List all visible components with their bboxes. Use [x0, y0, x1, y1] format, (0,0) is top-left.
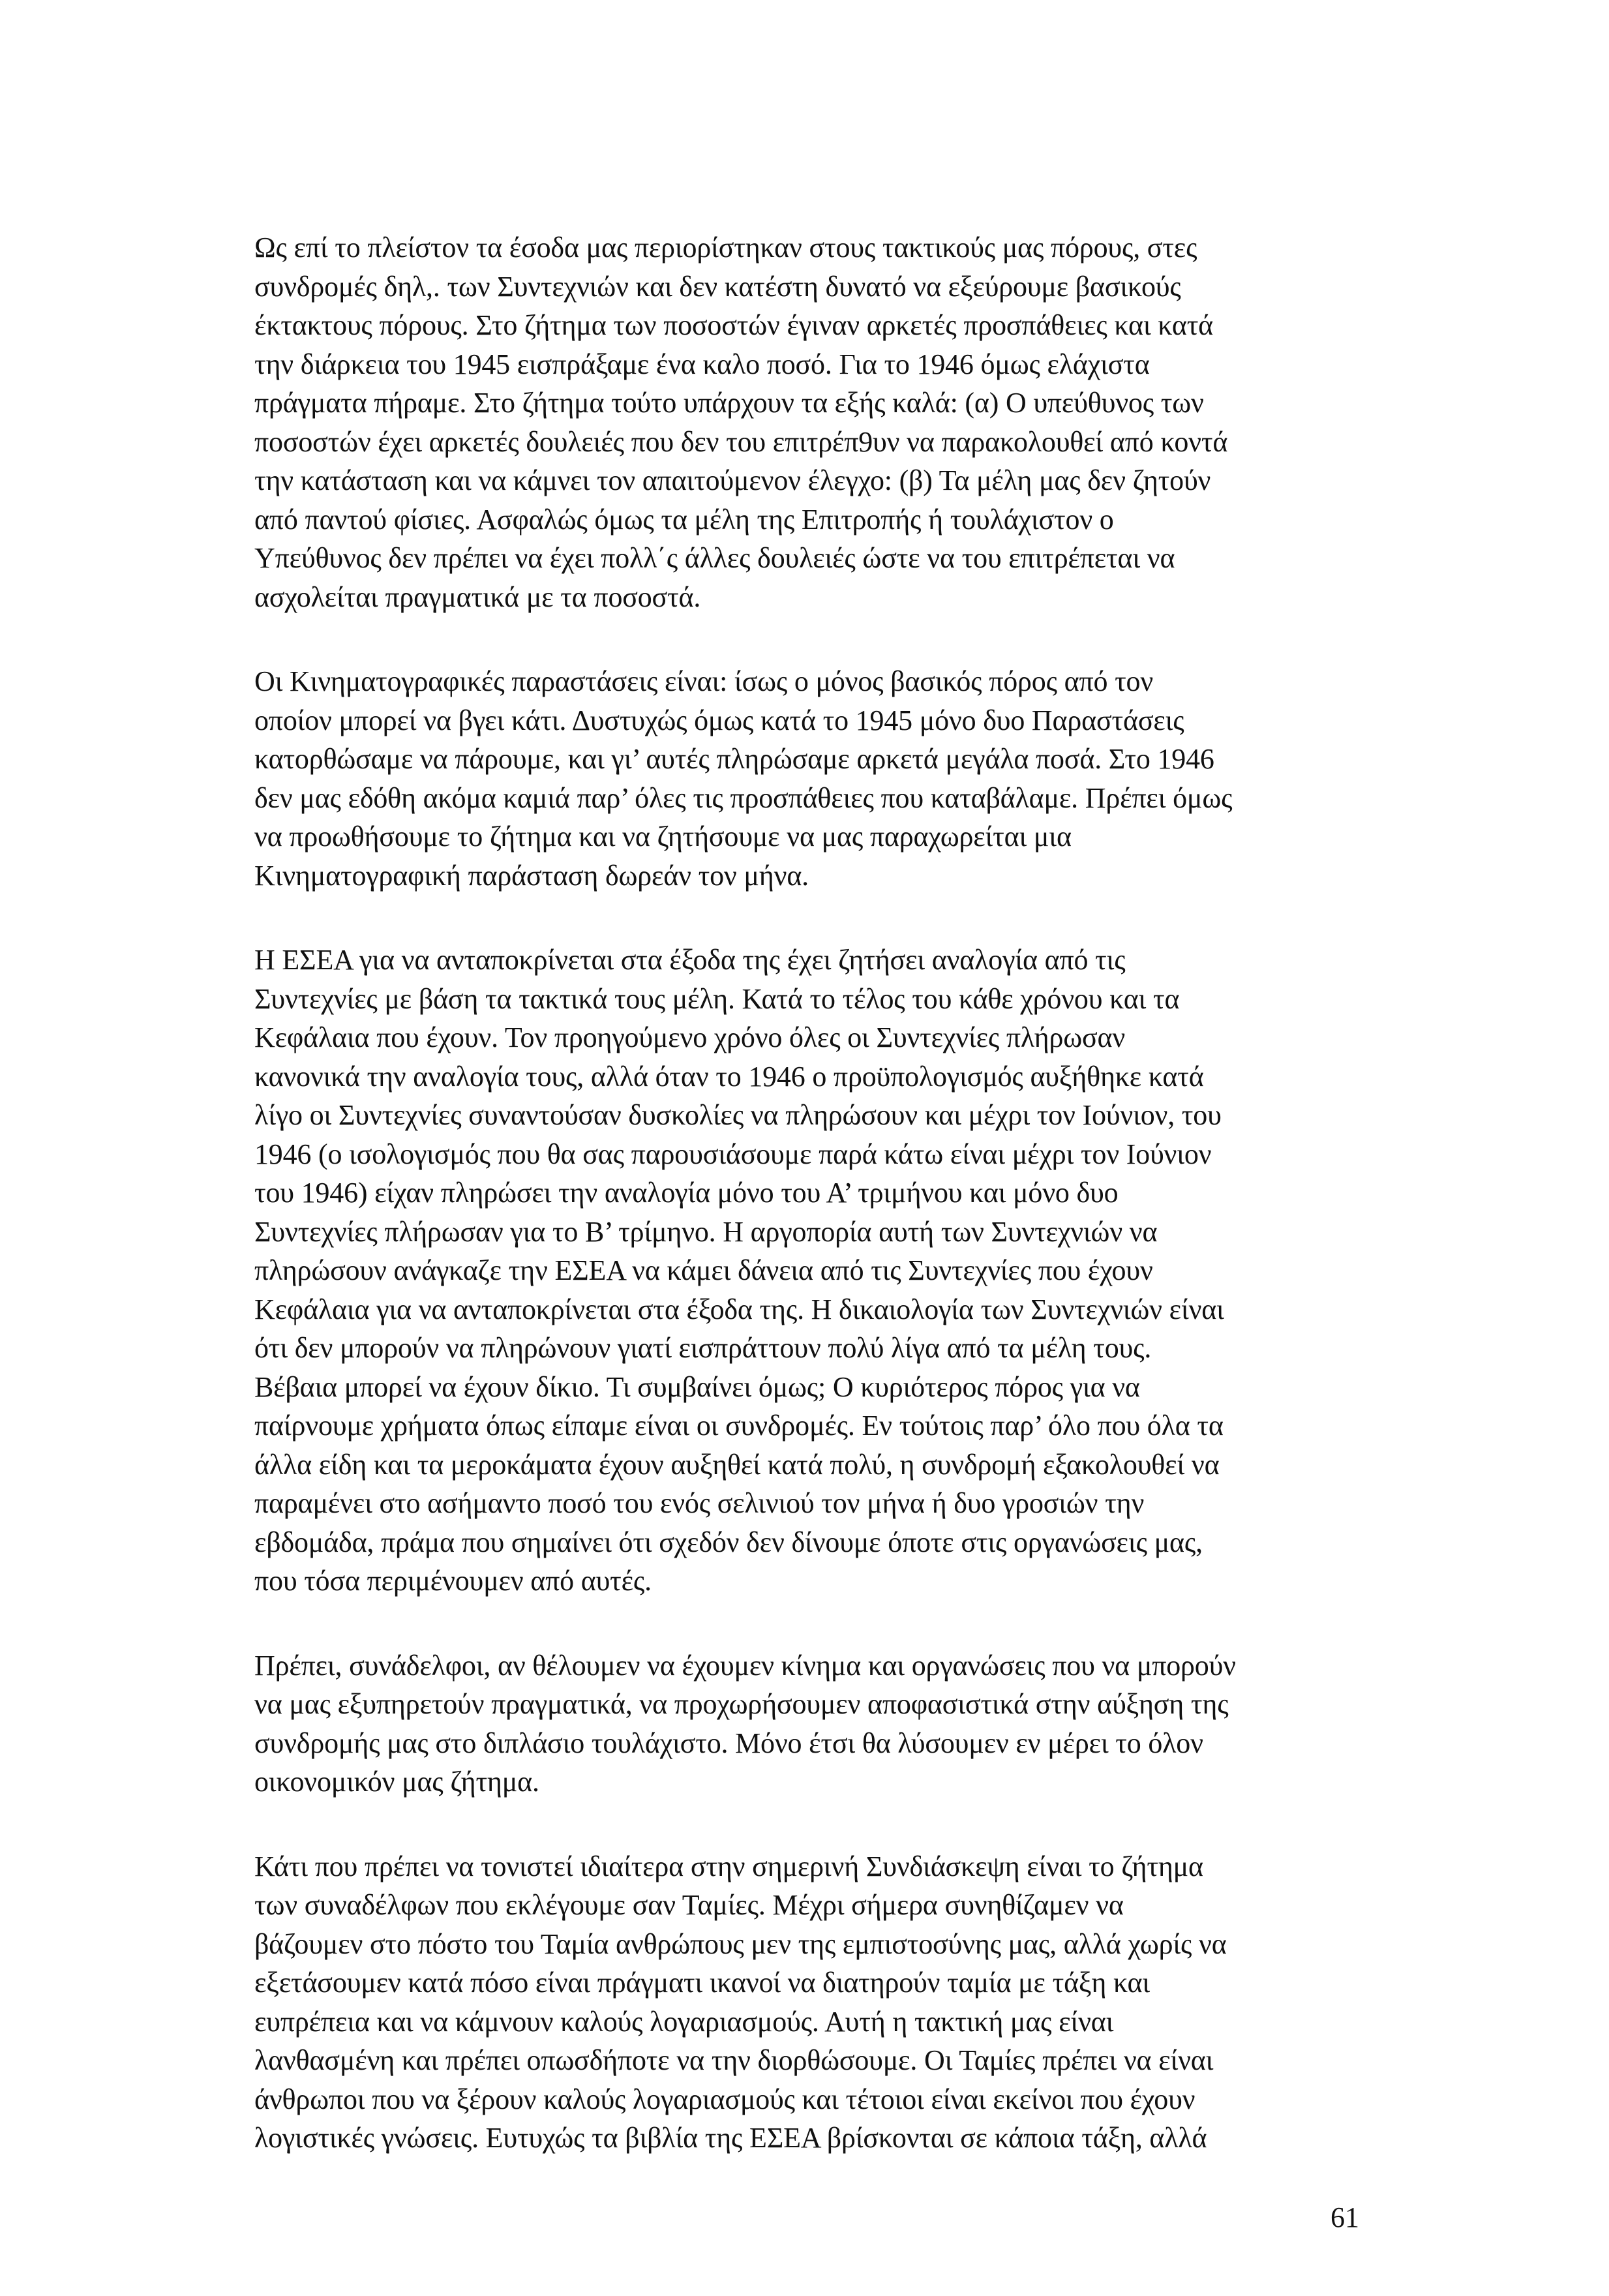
paragraph-subscription-increase: Πρέπει, συνάδελφοι, αν θέλουμεν να έχουμεν κίνημα και οργανώσεις που να μπορούν να μας εξυπηρετούν πραγματικά, να προχωρήσουμεν αποφασιστικά στην αύξηση της συνδρομής μας στο διπλάσιο τουλάχιστο. Μόνο έτσι θα λύσουμεν εν μέρει το όλον οικονομικόν μας ζήτημα. — [254, 1649, 1236, 1798]
page-number: 61 — [1331, 2201, 1359, 2233]
paragraph-income-sources: Ως επί το πλείστον τα έσοδα μας περιορίστηκαν στους τακτικούς μας πόρους, στες συνδρομές δηλ,. των Συντεχνιών και δεν κατέστη δυνατό να εξεύρουμε βασικούς έκτακτους πόρους. Στο ζήτημα των ποσοστών έγιναν αρκετές προσπάθειες και κατά την διάρκεια του 1945 εισπράξαμε ένα καλο ποσό. Για το 1946 όμως ελάχιστα πράγματα πήραμε. Στο ζήτημα τούτο υπάρχουν τα εξής καλά: (α) Ο υπεύθυνος των ποσοστών έχει αρκετές δουλειές που δεν του επιτρέπ9υν να παρακολουθεί από κοντά την κατάσταση και να κάμνει τον απαιτούμενον έλεγχο: (β) Τα μέλη μας δεν ζητούν από παντού φίσιες. Ασφαλώς όμως τα μέλη της Επιτροπής ή τουλάχιστον ο Υπεύθυνος δεν πρέπει να έχει πολλ΄ς άλλες δουλειές ώστε να του επιτρέπεται να ασχολείται πραγματικά με τα ποσοστά. — [254, 232, 1228, 613]
paragraph-treasurers: Κάτι που πρέπει να τονιστεί ιδιαίτερα στην σημερινή Συνδιάσκεψη είναι το ζήτημα των συναδέλφων που εκλέγουμε σαν Ταμίες. Μέχρι σήμερα συνηθίζαμεν να βάζουμεν στο πόστο του Ταμία ανθρώπους μεν της εμπιστοσύνης μας, αλλά χωρίς να εξετάσουμεν κατά πόσο είναι πράγματι ικανοί να διατηρούν ταμία με τάξη και ευπρέπεια και να κάμνουν καλούς λογαριασμούς. Αυτή η τακτική μας είναι λανθασμένη και πρέπει οπωσδήποτε να την διορθώσουμε. Οι Ταμίες πρέπει να είναι άνθρωποι που να ξέρουν καλούς λογαριασμούς και τέτοιοι είναι εκείνοι που έχουν λογιστικές γνώσεις. Ευτυχώς τα βιβλία της ΕΣΕΑ βρίσκονται σε κάποια τάξη, αλλά — [254, 1850, 1227, 2154]
body-text — [254, 228, 1402, 2158]
paragraph-cinema-shows: Οι Κινηματογραφικές παραστάσεις είναι: ίσως ο μόνος βασικός πόρος από τον οποίον μπορεί να βγει κάτι. Δυστυχώς όμως κατά το 1945 μόνο δυο Παραστάσεις κατορθώσαμε να πάρουμε, και γι’ αυτές πληρώσαμε αρκετά μεγάλα ποσά. Στο 1946 δεν μας εδόθη ακόμα καμιά παρ’ όλες τις προσπάθειες που καταβάλαμε. Πρέπει όμως να προωθήσουμε το ζήτημα και να ζητήσουμε να μας παραχωρείται μια Κινηματογραφική παράσταση δωρεάν τον μήνα. — [254, 665, 1233, 892]
paragraph-esea-contributions: Η ΕΣΕΑ για να ανταποκρίνεται στα έξοδα της έχει ζητήσει αναλογία από τις Συντεχνίες με βάση τα τακτικά τους μέλη. Κατά το τέλος του κάθε χρόνου και τα Κεφάλαια που έχουν. Τον προηγούμενο χρόνο όλες οι Συντεχνίες πλήρωσαν κανονικά την αναλογία τους, αλλά όταν το 1946 ο προϋπολογισμός αυξήθηκε κατά λίγο οι Συντεχνίες συναντούσαν δυσκολίες να πληρώσουν και μέχρι τον Ιούνιον, του 1946 (ο ισολογισμός που θα σας παρουσιάσουμε παρά κάτω είναι μέχρι τον Ιούνιον του 1946) είχαν πληρώσει την αναλογία μόνο του Α’ τριμήνου και μόνο δυο Συντεχνίες πλήρωσαν για το Β’ τρίμηνο. Η αργοπορία αυτή των Συντεχνιών να πληρώσουν ανάγκαζε την ΕΣΕΑ να κάμει δάνεια από τις Συντεχνίες που έχουν Κεφάλαια για να ανταποκρίνεται στα έξοδα της. Η δικαιολογία των Συντεχνιών είναι ότι δεν μπορούν να πληρώνουν γιατί εισπράττουν πολύ λίγα από τα μέλη τους. Βέβαια μπορεί να έχουν δίκιο. Τι συμβαίνει όμως; Ο κυριότερος πόρος για να παίρνουμε χρήματα όπως είπαμε είναι οι συνδρομές. Εν τούτοις παρ’ όλο που όλα τα άλλα είδη και τα μεροκάματα έχουν αυξηθεί κατά πολύ, η συνδρομή εξακολουθεί να παραμένει στο ασήμαντο ποσό του ενός σελινιού τον μήνα ή δυο γροσιών την εβδομάδα, πράμα που σημαίνει ότι σχεδόν δεν δίνουμε όποτε στις οργανώσεις μας, που τόσα περιμένουμεν από αυτές. — [254, 944, 1224, 1597]
